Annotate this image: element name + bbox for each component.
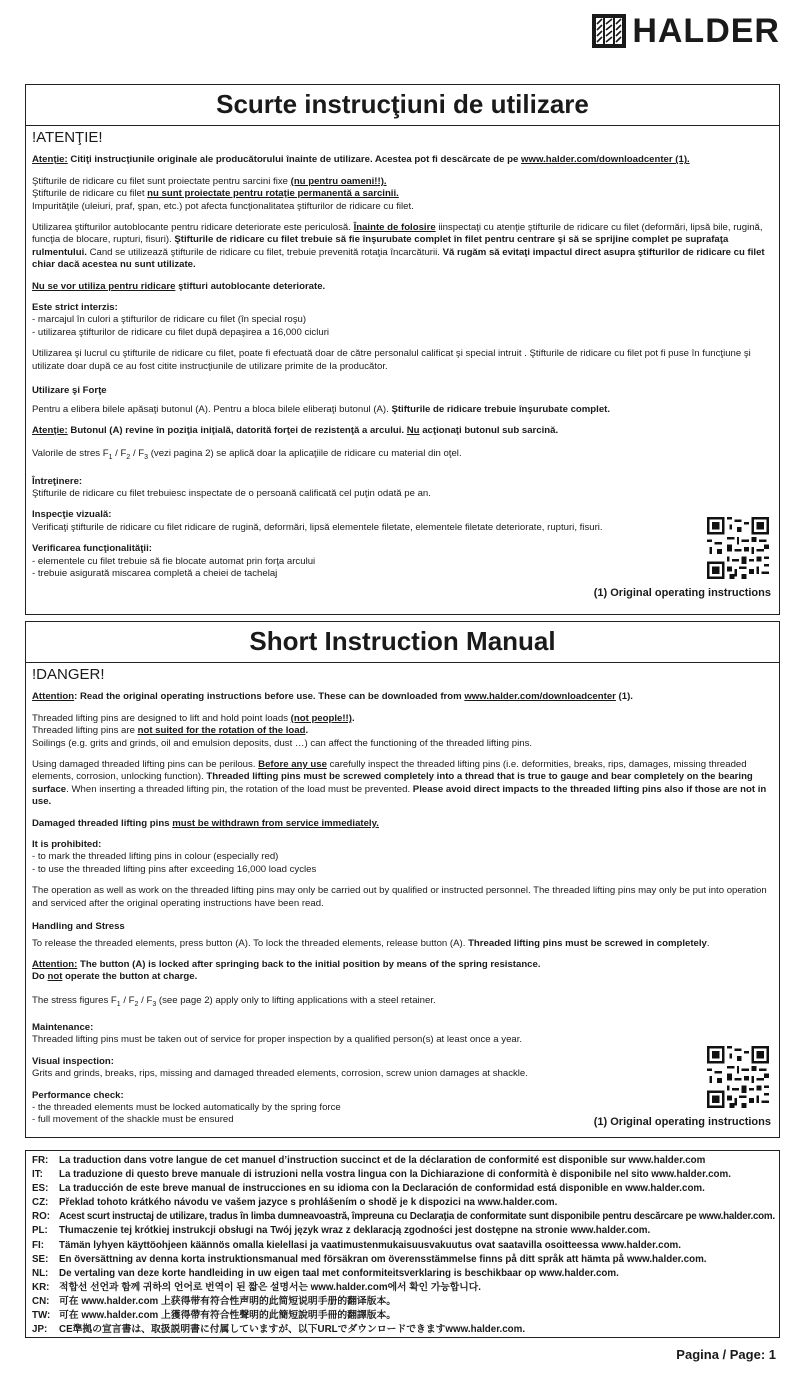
- ro-stress-text: Valorile de stres $F_1 / F_2 / F_3$ (vezi pagina 2) se aplică doar la aplicaţiile de ridicare cu material din oţel.: [32, 448, 462, 462]
- en-visual-heading: Visual inspection:: [32, 1055, 114, 1067]
- en-attention: Attention: Read the original operating instructions before use. These can be downloaded from www.halder.com/downloadcenter (1).: [32, 691, 633, 703]
- halder-logo-icon: [592, 14, 626, 48]
- list-item: CZ: Překlad tohoto krátkého návodu ve vašem jazyce s prohlášením o shodě je k dispozici na www.halder.com.: [32, 1197, 558, 1209]
- en-qr-caption: (1) Original operating instructions: [593, 1116, 771, 1128]
- ro-performance-list: - elementele cu filet trebuie să fie blocate automat prin forţa arcului - trebuie asigurată miscarea completă a cheiei de tachelaj: [32, 555, 316, 580]
- en-performance-list: - the threaded elements must be locked automatically by the spring force - full movement of the shackle must be ensured: [32, 1102, 341, 1126]
- qr-code-icon[interactable]: [707, 1046, 769, 1108]
- en-handling-heading: Handling and Stress: [32, 921, 125, 933]
- ro-maintenance-heading: Întreţinere:: [32, 475, 83, 487]
- list-item: JP: CE準拠の宣言書は、取扱説明書に付属していますが、以下URLでダウンロードできますwww.halder.com.: [32, 1324, 526, 1336]
- ro-paragraph-3: Utilizarea ştifturilor autoblocante pentru ridicare deteriorate este periculosă. Înainte de folosire iinspectaţi cu atenţie ştifturile de ridicare cu filet (deformări, lipsă bile, rugină, funcţia de blocare, rupturi, fisuri). Ştifturile de ridicare cu filet trebuie să fie înşurubate complet în filet pentru centrare şi să se sprijine complet pe suprafaţa rulmentului. Cand se utilizează ştifturile de ridicare cu filet, trebuie prevenită rotaţia încarcăturii. Vă rugăm să evitaţi impactul direct asupra ştifturilor de ridicare cu filet chiar dacă acestea nu sunt utilizate.: [32, 222, 765, 271]
- list-item: KR: 적합선 선언과 함께 귀하의 언어로 번역이 된 짧은 설명서는 www.halder.com에서 확인 가능합니다.: [32, 1281, 481, 1293]
- translations-box: [25, 1150, 780, 1338]
- en-warning: !DANGER!: [32, 666, 105, 683]
- list-item: RO: Acest scurt instructaj de utilizare, tradus în limba dumneavoastră, împreuna cu Declaraţia de conformitate sunt disponibile pentru descărcare pe www.halder.com.: [32, 1211, 775, 1223]
- list-item: FR: La traduction dans votre langue de cet manuel d’instruction succinct et de la déclaration de conformité est disponible sur www.halder.com: [32, 1155, 706, 1166]
- ro-attention-2: Atenţie: Butonul (A) revine în poziţia iniţială, datorită forţei de rezistenţă a arcului. Nu acţionaţi butonul sub sarcină.: [32, 424, 559, 436]
- en-performance-heading: Performance check:: [32, 1089, 124, 1101]
- en-paragraph-4: Damaged threaded lifting pins must be withdrawn from service immediately.: [32, 817, 379, 829]
- en-paragraph-2: Threaded lifting pins are designed to lift and hold point loads (not people!!). Threaded lifting pins are not suited for the rotation of the load. Soilings (e.g. grits and grinds, oil and emulsion deposits, dust …) can affect the functioning of the threaded lifting pins.: [32, 712, 533, 749]
- ro-title: Scurte instrucţiuni de utilizare: [26, 85, 779, 126]
- en-paragraph-3: Using damaged threaded lifting pins can be perilous. Before any use carefully inspect the threaded lifting pins (i.e. deformities, breaks, rips, damages, missing threaded elements, corrosion, unlocking function). Threaded lifting pins must be screwed completely into a thread that is true to gauge and bear completely on the bearing surface. When inserting a threaded lifting pin, the rotation of the load must be prevented. Please avoid direct impacts to the threaded lifting pins also if those are not in use.: [32, 759, 767, 808]
- en-attention-2: Attention: The button (A) is locked after springing back to the initial position by means of the spring resistance. Do not operate the button at charge.: [32, 958, 541, 983]
- ro-prohibited-heading: Este strict interzis:: [32, 302, 118, 314]
- ro-handling-heading: Utilizare şi Forţe: [32, 385, 107, 397]
- en-prohibited-list: - to mark the threaded lifting pins in colour (especially red) - to use the threaded lifting pins after exceeding 16,000 load cycles: [32, 851, 317, 875]
- en-stress-text: The stress figures $F_1 / F_2 / F_3$ (see page 2) apply only to lifting applications with a steel retainer.: [32, 994, 436, 1008]
- list-item: SE: En översättning av denna korta instruktionsmanual med försäkran om överensstämmelse finns på ditt språk att hämta på www.halder.com.: [32, 1253, 707, 1265]
- ro-paragraph-4: Nu se vor utiliza pentru ridicare ştifturi autoblocante deteriorate.: [32, 280, 326, 292]
- list-item: IT: La traduzione di questo breve manuale di istruzioni nella vostra lingua con la Dichiarazione di conformità è disponibile nel sito www.halder.com.: [32, 1169, 731, 1181]
- halder-logo: [592, 14, 780, 48]
- page-number: Pagina / Page: 1: [676, 1347, 776, 1362]
- ro-prohibited-list: - marcajul în culori a ştifturilor de ridicare cu filet (în special roşu) - utilizarea ştifturilor de ridicare cu filet după depaşirea a 16,000 cicluri: [32, 314, 330, 338]
- en-paragraph-5: The operation as well as work on the threaded lifting pins may only be carried out by qualified or instructed personnel. The threaded lifting pins may only be put into operation and serviced after the original operating instructions have been read.: [32, 885, 767, 909]
- list-item: PL: Tłumaczenie tej krótkiej instrukcji obsługi na Twój język wraz z deklaracją zgodności jest dostępne na stronie www.halder.com.: [32, 1225, 651, 1237]
- list-item: TW: 可在 www.halder.com 上獲得帶有符合性聲明的此簡短說明手冊的翻譯版本。: [32, 1310, 397, 1322]
- ro-visual-text: Verificaţi ştifturile de ridicare cu filet ridicare de rugină, deformări, lipsă elementele filetate, elementele filetate deteriorate, rupturi, fisuri.: [32, 521, 603, 533]
- en-maintenance-heading: Maintenance:: [32, 1022, 94, 1034]
- ro-handling-text: Pentru a elibera bilele apăsaţi butonul (A). Pentru a bloca bilele eliberaţi butonul (A). Ştifturile de ridicare trebuie înşurubate complet.: [32, 403, 611, 415]
- en-visual-text: Grits and grinds, breaks, rips, missing and damaged threaded elements, corrosion, screw union damages at shackle.: [32, 1068, 528, 1080]
- ro-warning: !ATENŢIE!: [32, 129, 103, 146]
- ro-paragraph-5: Utilizarea şi lucrul cu ştifturile de ridicare cu filet, poate fi efectuată doar de către personalul calificat şi special intruit . Ştifturile de ridicare cu filet pot fi puse în funcţiune şi utilizate doar după ce au fost citite instrucţiunile de utilizare primite de la producător.: [32, 348, 751, 372]
- ro-qr-caption: (1) Original operating instructions: [593, 587, 771, 599]
- list-item: CN: 可在 www.halder.com 上获得带有符合性声明的此简短说明手册的翻译版本。: [32, 1295, 397, 1307]
- list-item: FI: Tämän lyhyen käyttöohjeen käännös omalla kielellasi ja vaatimustenmukaisuusvakuutus ovat saatavilla osoitteessa www.halder.com.: [32, 1239, 681, 1251]
- english-instructions-box: [25, 621, 780, 1138]
- en-maintenance-text: Threaded lifting pins must be taken out of service for proper inspection by a qualified person(s) at least once a year.: [32, 1034, 523, 1046]
- en-download-link[interactable]: www.halder.com/downloadcenter: [464, 691, 616, 703]
- ro-paragraph-2: Ştifturile de ridicare cu filet sunt proiectate pentru sarcini fixe (nu pentru oameni!!). Ştifturile de ridicare cu filet nu sunt proiectate pentru rotaţie permanentă a sarcinii. Impurităţile (uleiuri, praf, şpan, etc.) pot afecta funcţionalitatea ştifturilor de ridicare cu filet.: [32, 175, 414, 212]
- brand-name: HALDER: [632, 12, 780, 50]
- ro-visual-heading: Inspecţie vizuală:: [32, 509, 112, 521]
- ro-download-link[interactable]: www.halder.com/downloadcenter (1).: [521, 154, 690, 166]
- ro-performance-heading: Verificarea funcţionalităţii:: [32, 543, 152, 555]
- qr-code-icon[interactable]: [707, 517, 769, 579]
- ro-attention: Atenţie: Citiţi instrucţiunile originale ale producătorului înainte de utilizare. Acestea pot fi descărcate de pe www.halder.com/downloadcenter (1).: [32, 154, 690, 166]
- en-title: Short Instruction Manual: [26, 622, 779, 663]
- romanian-instructions-box: [25, 84, 780, 615]
- en-handling-text: To release the threaded elements, press button (A). To lock the threaded elements, release button (A). Threaded lifting pins must be screwed in completely.: [32, 937, 710, 949]
- list-item: NL: De vertaling van deze korte handleiding in uw eigen taal met conformiteitsverklaring is beschikbaar op www.halder.com.: [32, 1267, 619, 1279]
- ro-maintenance-text: Ştifturile de ridicare cu filet trebuiesc inspectate de o persoană calificată cel puţin odată pe an.: [32, 488, 431, 500]
- list-item: ES: La traducción de este breve manual de instrucciones en su idioma con la Declaración de conformidad está disponible en www.halder.com.: [32, 1183, 705, 1195]
- en-prohibited-heading: It is prohibited:: [32, 839, 102, 851]
